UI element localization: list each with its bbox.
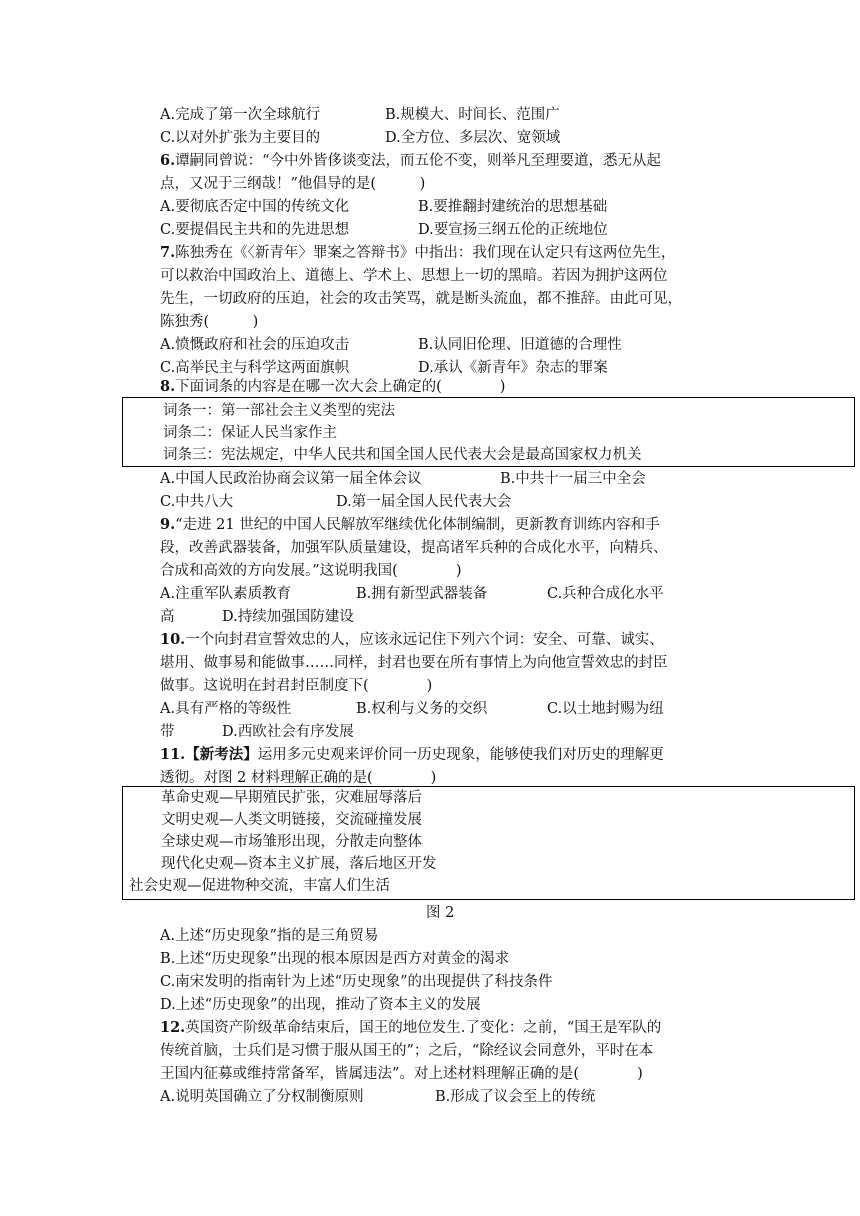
q12-stem-line1: 12.英国资产阶级革命结束后，国王的地位发生.了变化：之前，“国王是军队的 [160,1019,662,1036]
q10-option-a: A.具有严格的等级性 [160,701,292,717]
q12-option-a: A.说明英国确立了分权制衡原则 [160,1089,364,1105]
q11-stem-line2: 透彻。对图 2 材料理解正确的是( ) [160,770,437,786]
q10-option-b: B.权利与义务的交织 [356,701,488,717]
q12-option-b: B.形成了议会至上的传统 [435,1089,596,1105]
q8-option-b: B.中共十一届三中全会 [500,471,646,487]
q7-option-c: C.高举民主与科学这两面旗帜 [160,360,350,376]
q11-view-4: 现代化史观—资本主义扩展，落后地区开发 [161,856,437,872]
q9-option-c: C.兵种合成化水平 [547,586,664,602]
figure-caption: 图 2 [426,905,455,921]
q10-stem-line1: 10.一个向封君宣誓效忠的人，应该永远记住下列六个词：安全、可靠、诚实、 [160,631,664,648]
q11-option-c: C.南宋发明的指南针为上述“历史现象”的出现提供了科技条件 [160,974,553,990]
q9-stem-line3: 合成和高效的方向发展。”这说明我国( ) [160,563,462,579]
q8-option-d: D.第一届全国人民代表大会 [336,494,512,510]
q6-option-c: C.要提倡民主共和的先进思想 [160,222,350,238]
q7-stem-line1: 7.陈独秀在《〈新青年〉罪案之答辩书》中指出：我们现在认定只有这两位先生， [160,244,676,261]
q8-stem: 8.下面词条的内容是在哪一次大会上确定的( ) [160,378,506,395]
q10-option-c: C.以土地封赐为纽 [547,701,664,717]
q9-number: 9. [160,516,176,533]
q11-view-3: 全球史观—市场雏形出现，分散走向整体 [161,834,422,850]
q11-option-a: A.上述“历史现象”指的是三角贸易 [160,928,379,944]
q7-option-d: D.承认《新青年》杂志的罪案 [418,360,608,376]
q6-option-b: B.要推翻封建统治的思想基础 [418,199,608,215]
q6-number: 6. [160,152,176,169]
q5-option-d: D.全方位、多层次、宽领域 [385,130,561,146]
q9-option-d: D.持续加强国防建设 [222,609,354,625]
q10-option-c-wrap: 带 [160,724,175,740]
q11-option-b: B.上述“历史现象”出现的根本原因是西方对黄金的渴求 [160,951,510,967]
q7-stem-line4: 陈独秀( ) [160,314,259,330]
q8-material-box [122,397,855,467]
q9-option-c-wrap: 高 [160,609,175,625]
q8-option-a: A.中国人民政治协商会议第一届全体会议 [160,471,422,487]
q9-stem-line2: 段，改善武器装备，加强军队质量建设，提高诸军兵种的合成化水平，向精兵、 [160,540,668,556]
q7-stem-line2: 可以救治中国政治上、道德上、学术上、思想上一切的黑暗。若因为拥护这两位 [160,268,668,284]
q12-stem-line3: 王国内征募或维持常备军，皆属违法”。对上述材料理解正确的是( ) [160,1066,643,1082]
q7-number: 7. [160,244,176,261]
q12-stem-line2: 传统首脑，士兵们是习惯于服从国王的”；之后，“除经议会同意外，平时在本 [160,1043,654,1059]
q6-stem-line1: 6.谭嗣同曾说：“今中外皆侈谈变法，而五伦不变，则举凡至理要道，悉无从起 [160,152,662,169]
q9-option-a: A.注重军队素质教育 [160,586,292,602]
q9-stem-line1: 9.“走进 21 世纪的中国人民解放军继续优化体制编制，更新教育训练内容和手 [160,516,660,533]
q11-tag: 【新考法】 [185,746,258,763]
q8-entry-1: 词条一：第一部社会主义类型的宪法 [163,403,395,419]
q5-option-b: B.规模大、时间长、范围广 [385,107,560,123]
q10-stem-line2: 堪用、做事易和能做事……同样，封君也要在所有事情上为向他宣誓效忠的封臣 [160,655,668,671]
q5-option-c: C.以对外扩张为主要目的 [160,130,321,146]
q11-number: 11. [160,746,186,763]
q5-option-a: A.完成了第一次全球航行 [160,107,321,123]
q8-entry-3: 词条三：宪法规定，中华人民共和国全国人民代表大会是最高国家权力机关 [163,447,642,463]
q6-option-d: D.要宣扬三纲五伦的正统地位 [418,222,608,238]
q6-stem-line2: 点，又况于三纲哉！”他倡导的是( ) [160,176,426,192]
q9-option-b: B.拥有新型武器装备 [356,586,488,602]
q8-number: 8. [160,378,176,395]
q7-stem-line3: 先生，一切政府的压迫，社会的攻击笑骂，就是断头流血，都不推辞。由此可见， [160,291,682,307]
q11-view-2: 文明史观—人类文明链接，交流碰撞发展 [161,812,422,828]
q8-option-c: C.中共八大 [160,494,234,510]
q7-option-a: A.愤慨政府和社会的压迫攻击 [160,337,350,353]
q6-option-a: A.要彻底否定中国的传统文化 [160,199,350,215]
q8-entry-2: 词条二：保证人民当家作主 [163,425,337,441]
q10-number: 10. [160,631,186,648]
q11-view-5: 社会史观—促进物种交流，丰富人们生活 [129,878,390,894]
q11-option-d: D.上述“历史现象”的出现，推动了资本主义的发展 [160,997,481,1013]
q7-option-b: B.认同旧伦理、旧道德的合理性 [418,337,622,353]
q12-number: 12. [160,1019,186,1036]
q11-view-1: 革命史观—早期殖民扩张，灾难屈辱落后 [161,790,422,806]
q10-option-d: D.西欧社会有序发展 [222,724,354,740]
q11-material-box [122,786,855,900]
q11-stem-line1: 11.【新考法】运用多元史观来评价同一历史现象，能够使我们对历史的理解更 [160,746,664,763]
q10-stem-line3: 做事。这说明在封君封臣制度下( ) [160,678,433,694]
